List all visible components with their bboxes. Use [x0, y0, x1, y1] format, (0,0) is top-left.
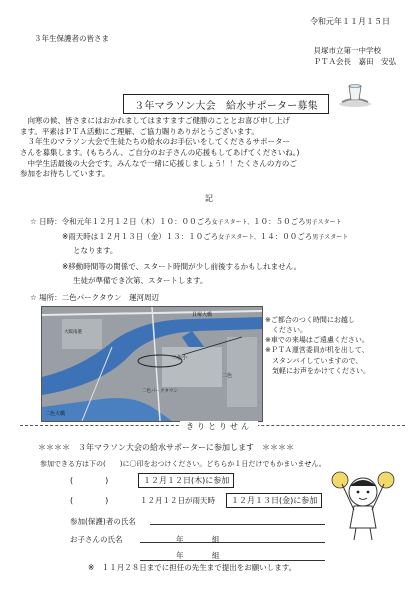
child-name-field-2[interactable]: [140, 550, 325, 561]
schedule-place: [30, 292, 159, 303]
rain-girls-start: 女子スタート、: [218, 234, 260, 241]
rain-label: ※雨天時は１２月１３日（金）１３：１０ごろ: [62, 232, 219, 241]
option1-label: １２月１２日(木)に参加: [138, 473, 234, 488]
child-label: お子さんの氏名: [70, 535, 123, 544]
class-label-2: 組: [212, 551, 220, 560]
grade-label: 年: [176, 535, 184, 544]
guardian-name-field[interactable]: [150, 514, 325, 525]
note-line: ※ご都合のつく時間にお越し: [265, 316, 355, 324]
intro-line: ３年生のマラソン大会で生徒たちの給水のお手伝いをしてくださるサポーター: [20, 137, 290, 147]
rain-boys-start: 男子スタート: [312, 234, 349, 241]
map-label-bridge-left: 二色大橋: [45, 411, 66, 417]
move-note: ※移動時間等の関係で、スタート時間が少し前後するかもしれません。: [62, 262, 302, 271]
note-line: スタンバイしていますので、: [265, 356, 363, 365]
sender-block: [314, 46, 397, 68]
schedule-date: [30, 216, 342, 227]
ki-heading: 記: [205, 194, 213, 203]
guardian-label: 参加(保護)者の氏名: [70, 517, 136, 526]
intro-line: 中学生活最後の大会です。みんなで一緒に応援しましょう！！たくさんの方のご: [20, 158, 297, 168]
note-line: ください。: [265, 326, 307, 335]
map-label-port: 大阪南港: [64, 330, 82, 335]
cut-label: きりとりせん: [180, 421, 258, 432]
note-line: ※ＰＴＡ運営委員が机を出して、: [265, 346, 369, 355]
form-heading: ＊＊＊＊ ３年マラソン大会の給水サポーターに参加します ＊＊＊＊: [38, 443, 294, 452]
schedule-rain: [62, 231, 348, 242]
star-icon: ☆: [30, 293, 37, 302]
school-name: 貝塚市立第一中学校: [313, 46, 381, 55]
submission-note: ※ １１月２８日までに担任の先生まで提出をお願いします。: [88, 563, 297, 572]
intro-line: 参加をお待ちしています。: [20, 169, 110, 179]
class-label: 組: [212, 535, 220, 544]
issue-date: 令和元年１１月１５日: [310, 17, 390, 26]
option1-checkbox[interactable]: ( ): [70, 476, 109, 485]
note-line: 気軽にお声をかけてください。: [265, 366, 370, 375]
option2-prefix: １２月１２日が雨天時: [140, 496, 215, 505]
option2-checkbox[interactable]: ( ): [70, 496, 109, 505]
boys-start: 男子スタート: [305, 219, 342, 226]
area-map: [41, 306, 263, 422]
rain-boys-time: １４：００ごろ: [259, 232, 313, 241]
intro-text: [20, 116, 395, 180]
child-name-field-1[interactable]: [140, 532, 325, 543]
grade-label-2: 年: [176, 551, 184, 560]
note-line: ※車での来場はご遠慮ください。: [265, 336, 369, 345]
cheerleader-girl-icon: [330, 470, 396, 548]
intro-line: さんを募集します。(もちろん、ご自分のお子さんの応援もしてあげてくださいね。): [20, 147, 300, 157]
intro-line: 向寒の候、皆さまにはおかれましてはますますご健勝のこととお喜び申し上げ: [20, 116, 290, 125]
date-label: 日時：令和元年１２月１２日（木）１０：００ごろ: [39, 217, 212, 226]
water-cup-icon: [337, 82, 373, 112]
pta-chair: ＰＴＡ会長 嘉田 安弘: [313, 56, 396, 66]
notes-block: [265, 315, 370, 376]
intro-line: ます。平素はＰＴＡ活動にご理解、ご協力賜りありがとうございます。: [20, 126, 259, 136]
map-label-school: 二色小: [172, 355, 188, 361]
boys-time: １０：５０ごろ: [253, 217, 306, 226]
star-icon: ☆: [30, 217, 37, 226]
page-title: ３年マラソン大会 給水サポーター募集: [123, 94, 329, 114]
rain-suffix: となります。: [73, 246, 118, 255]
option2-label: １２月１３日(金)に参加: [226, 493, 322, 508]
addressee: ３年生保護者の皆さま: [34, 34, 109, 43]
move-note-2: 生徒が準備でき次第、スタートします。: [73, 276, 208, 285]
place-label: 場所：二色パークタウン 運河周辺: [39, 293, 159, 302]
map-label-park: 二色パークタウン: [142, 389, 178, 394]
form-instruction: 参加できる方は下の( )に〇印をおつけください。どちらか１日だけでもかまいません。: [40, 460, 326, 468]
map-label-bridge-top: 貝塚大橋: [192, 312, 213, 318]
map-label-area: 二色: [222, 373, 233, 379]
girls-start: 女子スタート、: [211, 219, 254, 226]
